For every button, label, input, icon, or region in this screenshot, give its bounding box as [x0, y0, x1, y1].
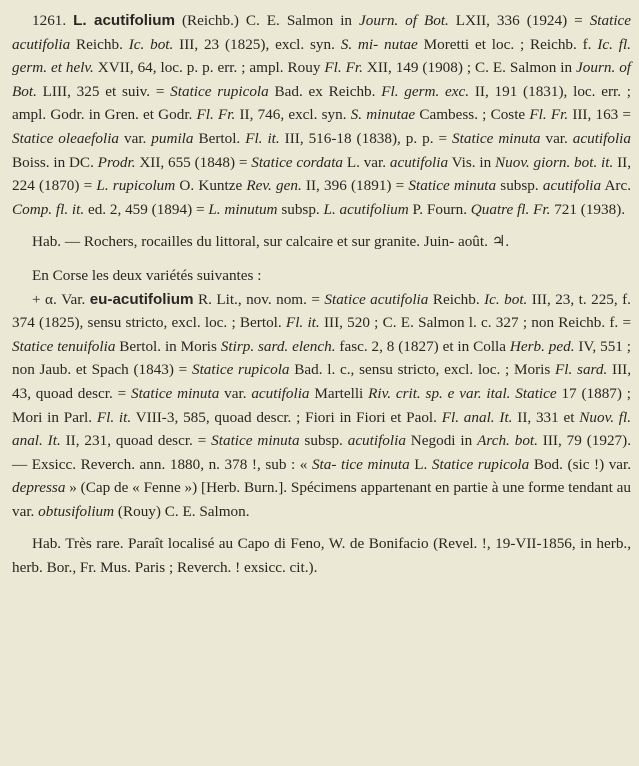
italic-citation: S. minutae — [350, 106, 416, 124]
italic-citation: Quatre fl. Fr. — [470, 200, 551, 218]
italic-citation: Nuov. — [495, 153, 530, 171]
variety-paragraph — [12, 288, 631, 524]
italic-citation: Fl. sard. — [555, 361, 608, 379]
text-run: Bertol. — [193, 129, 241, 147]
text-run: Martelli — [314, 384, 369, 402]
italic-citation: Statice minuta — [452, 129, 541, 147]
text-run: XII, 655 (1848) = — [135, 153, 252, 171]
habitat-line: Hab. Très rare. Paraît localisé au Capo di Feno, W. de Bonifacio (Revel. !, — [32, 535, 491, 553]
text-run: non Jaub. et Spach (1843) = — [12, 361, 192, 379]
text-run: Reichb. — [428, 290, 480, 308]
text-run: LIII, — [36, 82, 71, 100]
text-run: 17 (1887) ; Mori in Parl. — [12, 384, 631, 426]
text-run: VIII-3, — [131, 408, 179, 426]
text-run: II, 396 — [301, 177, 347, 195]
variety-synonymy — [12, 291, 631, 520]
text-run: L. — [409, 455, 432, 473]
italic-citation: nutae — [384, 35, 418, 53]
italic-citation: obtusifolium — [38, 502, 115, 520]
text-run: II, 191 (1831), — [469, 82, 568, 100]
text-run: (Rouy) C. E. Salmon. — [114, 502, 250, 520]
italic-citation: Statice rupicola — [170, 82, 269, 100]
italic-citation: Riv. crit. sp. e var. ital. Statice — [368, 384, 557, 402]
text-run: subsp. — [277, 200, 324, 218]
text-run: var. — [540, 129, 573, 147]
text-run: Bad. ex Reichb. — [268, 82, 382, 100]
italic-citation: Fl. Fr. — [196, 106, 236, 124]
text-run: Boiss. in — [12, 153, 66, 171]
text-run: XVII, 64, loc. p. p. err. ; — [93, 59, 246, 77]
italic-citation: Statice cordata — [251, 153, 344, 171]
italic-citation: Fl. anal. It. — [441, 408, 513, 426]
italic-citation: Statice acutifolia — [324, 290, 429, 308]
text-run: » (Cap de « Fenne ») — [65, 479, 198, 497]
italic-citation: Fl. it. — [96, 408, 132, 426]
italic-citation: Ic. bot. — [484, 290, 528, 308]
text-run: Moretti et loc. ; Reichb. f. — [417, 35, 598, 53]
corse-intro: En Corse les deux variétés suivantes : — [32, 266, 262, 284]
italic-citation: acutifolia — [389, 153, 449, 171]
text-run: O. Kuntze — [175, 177, 247, 195]
italic-citation: Arch. bot. — [477, 432, 538, 450]
text-run: fasc. 2, 8 (1827) et in Colla — [335, 337, 510, 355]
text-run: [Herb. Burn.]. Spécimens appartenant en partie à une forme tendant au — [201, 479, 631, 497]
text-run: 585, quoad descr. ; Fiori in Fiori et Paol. — [183, 408, 442, 426]
italic-citation: depressa — [12, 479, 66, 497]
text-run: P. Fourn. — [408, 200, 471, 218]
text-run: Cambess. ; Coste — [419, 106, 530, 124]
text-run: IV, 551 ; — [574, 337, 631, 355]
text-run: II, 746, excl. syn. — [235, 106, 351, 124]
habitat-paragraph-corse — [12, 532, 631, 579]
text-run: Bod. (sic !) var. — [529, 455, 632, 473]
italic-citation: Fl. Fr. — [324, 59, 363, 77]
italic-citation: acutifolia — [542, 177, 602, 195]
text-run: Negodi in — [405, 432, 473, 450]
habitat-line: Hab. — Rochers, rocailles du littoral, sur calcaire et sur granite. Juin- — [32, 233, 455, 251]
text-run: L. var. — [343, 153, 390, 171]
italic-citation: Sta- — [311, 455, 337, 473]
italic-citation: L. rupicolum — [96, 177, 176, 195]
text-run: var. — [219, 384, 252, 402]
italic-citation: Fl. it. — [245, 129, 280, 147]
italic-citation: L. minutum — [208, 200, 278, 218]
text-run: in Moris — [164, 337, 221, 355]
entry-paragraph — [12, 9, 631, 221]
italic-citation: Statice minuta — [408, 177, 497, 195]
italic-citation: Journ. of Bot. — [12, 59, 632, 100]
italic-citation: anal. It. — [12, 432, 61, 450]
italic-citation: Prodr. — [97, 153, 136, 171]
habitat-paragraph — [12, 230, 631, 254]
italic-citation: S. mi- — [340, 35, 379, 53]
text-run: = — [195, 200, 209, 218]
italic-citation: Nuov. fl. — [579, 408, 632, 426]
italic-citation: Fl. it. — [285, 314, 320, 332]
entry-number: 1261. — [32, 12, 67, 29]
text-run: Bad. l. c., sensu stricto, excl. — [289, 361, 474, 379]
text-run: DC. — [68, 153, 98, 171]
text-run: II, 231, quoad descr. = — [60, 432, 212, 450]
text-run: (Reichb.) C. E. Salmon in — [175, 12, 359, 29]
italic-citation: Statice rupicola — [431, 455, 530, 473]
italic-citation: Journ. of Bot. — [358, 12, 449, 29]
italic-citation: Rev. gen. — [246, 177, 302, 195]
text-run: II, 331 et — [512, 408, 580, 426]
text-run: Bertol. — [115, 337, 162, 355]
text-run: R. Lit., nov. nom. = — [193, 290, 325, 308]
italic-citation: Fl. Fr. — [529, 106, 569, 124]
text-run: subsp. — [496, 177, 543, 195]
italic-citation: Comp. fl. it. — [12, 200, 85, 218]
italic-citation: tice minuta — [340, 455, 410, 473]
italic-citation: acutifolia — [347, 432, 406, 450]
text-run: Vis. in — [448, 153, 495, 171]
variety-marker: + α. Var. — [32, 290, 90, 308]
italic-citation: Fl. germ. exc. — [381, 82, 470, 100]
text-run: Arc. — [601, 177, 632, 195]
entry-name: L. acutifolium — [73, 12, 176, 29]
text-run: XII, 149 (1908) ; C. E. Salmon in — [362, 59, 577, 77]
text-run: III, 163 = — [568, 106, 631, 124]
habitat-line: août. ♃. — [457, 233, 510, 251]
text-run: II, 224 (1870) = — [12, 153, 631, 195]
italic-citation: giorn. bot. it. — [533, 153, 614, 171]
italic-citation: Statice minuta — [130, 384, 220, 402]
italic-citation: Statice rupicola — [191, 361, 290, 379]
italic-citation: Herb. ped. — [509, 337, 575, 355]
text-run: ed. 2, 459 (1894) — [84, 200, 193, 218]
italic-citation: acutifolia — [572, 129, 631, 147]
italic-citation: acutifolia — [251, 384, 310, 402]
italic-citation: Statice minuta — [211, 432, 300, 450]
text-run: ampl. Rouy — [249, 59, 325, 77]
text-run: III, 23, t. 225, f. 374 (1825), sensu stricto, excl. loc. ; Bertol. — [12, 290, 631, 332]
text-run: 721 (1938). — [550, 200, 626, 218]
text-run: III, 79 (1927). — Exsicc. Reverch. ann. 1880, n. 378 !, sub : « — [12, 432, 631, 473]
text-run: 325 et suiv. = — [76, 82, 171, 100]
text-run: loc. ; Moris — [477, 361, 556, 379]
habitat-line: 19-VII-1856, in herb., herb. Bor., Fr. Mus. Paris ; Reverch. ! exsicc. cit.). — [12, 535, 632, 577]
text-run: III, 43, quoad descr. = — [12, 361, 632, 402]
text-run: III, 516-18 (1838), p. p. = — [279, 129, 453, 147]
italic-citation: L. acutifolium — [323, 200, 409, 218]
italic-citation: Statice oleaefolia — [12, 129, 120, 147]
text-run: LXII, 336 — [448, 12, 520, 29]
text-run: var. — [119, 129, 152, 147]
text-run: III, 23 (1825), excl. syn. — [173, 35, 341, 53]
text-run: III, 520 ; C. E. Salmon l. c. 327 ; non Reichb. f. = — [323, 314, 632, 332]
text-run: loc. err. ; ampl. Godr. in Gren. et Godr. — [12, 82, 632, 124]
italic-citation: Statice acutifolia — [12, 12, 632, 53]
italic-citation: Stirp. sard. elench. — [220, 337, 336, 355]
text-run: Reichb. — [70, 35, 129, 53]
italic-citation: Ic. bot. — [128, 35, 174, 53]
italic-citation: Ic. fl. germ. et helv. — [12, 35, 631, 77]
variety-name: eu-acutifolium — [89, 290, 194, 308]
text-run: (1891) = — [351, 177, 409, 195]
text-run: var. — [12, 502, 39, 520]
text-run: (1924) = — [526, 12, 590, 29]
entry-synonymy — [12, 12, 631, 218]
italic-citation: Statice tenuifolia — [12, 337, 116, 355]
text-run: subsp. — [299, 432, 348, 450]
italic-citation: pumila — [151, 129, 194, 147]
